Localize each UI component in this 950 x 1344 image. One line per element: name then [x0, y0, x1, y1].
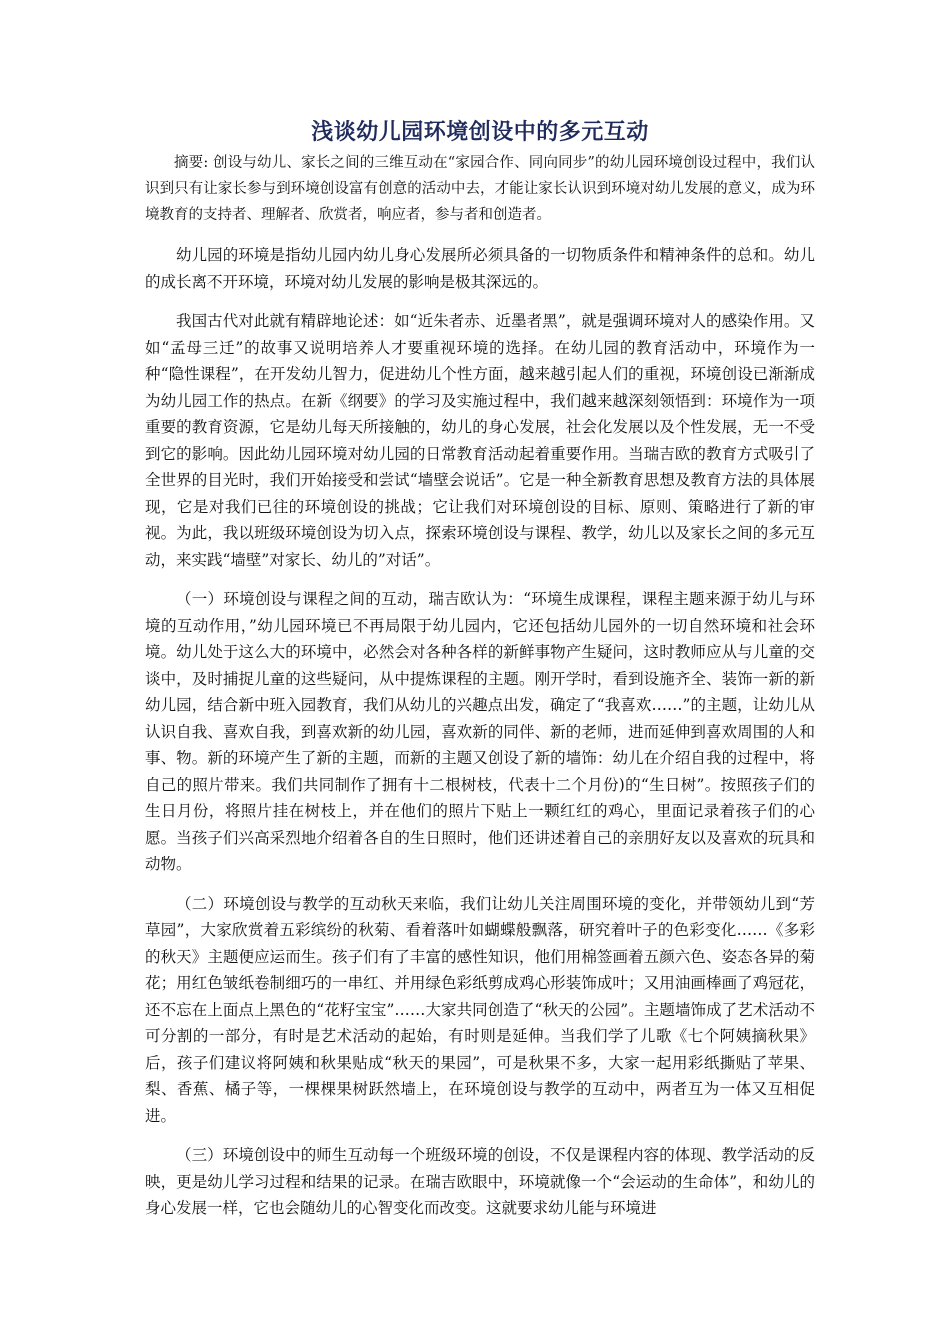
- body-paragraph-3: （一）环境创设与课程之间的互动，瑞吉欧认为：“环境生成课程，课程主题来源于幼儿与环境的互动作用，”幼儿园环境已不再局限于幼儿园内，它还包括幼儿园外的一切自然环境和社会环境。幼儿处于这么大的环境中，必然会对各种各样的新鲜事物产生疑问，这时教师应从与儿童的交谈中，及时捕捉儿童的这些疑问，从中提炼课程的主题。刚开学时，看到设施齐全、装饰一新的新幼儿园，结合新中班入园教育，我们从幼儿的兴趣点出发，确定了“我喜欢……”的主题，让幼儿从认识自我、喜欢自我，到喜欢新的幼儿园，喜欢新的同伴、新的老师，进而延伸到喜欢周围的人和事、物。新的环境产生了新的主题，而新的主题又创设了新的墙饰：幼儿在介绍自我的过程中，将自己的照片带来。我们共同制作了拥有十二根树枝，代表十二个月份)的“生日树”。按照孩子们的生日月份，将照片挂在树枝上，并在他们的照片下贴上一颗红红的鸡心，里面记录着孩子们的心愿。当孩子们兴高采烈地介绍着各自的生日照时，他们还讲述着自己的亲朋好友以及喜欢的玩具和动物。: [145, 590, 815, 873]
- document-title: 浅谈幼儿园环境创设中的多元互动: [311, 120, 649, 145]
- abstract-paragraph: 摘要: 创设与幼儿、家长之间的三维互动在“家园合作、同向同步”的幼儿园环境创设过程中，我们认识到只有让家长参与到环境创设富有创意的活动中去，才能让家长认识到环境对幼儿发展的意义，成为环境教育的支持者、理解者、欣赏者，响应者，参与者和创造者。: [145, 155, 815, 223]
- body-paragraph-2: 我国古代对此就有精辟地论述：如“近朱者赤、近墨者黑”，就是强调环境对人的感染作用。又如“孟母三迁”的故事又说明培养人才要重视环境的选择。在幼儿园的教育活动中，环境作为一种“隐性课程”，在开发幼儿智力，促进幼儿个性方面，越来越引起人们的重视，环境创设已渐渐成为幼儿园工作的热点。在新《纲要》的学习及实施过程中，我们越来越深刻领悟到：环境作为一项重要的教育资源，它是幼儿每天所接触的，幼儿的身心发展，社会化发展以及个性发展，无一不受到它的影响。因此幼儿园环境对幼儿园的日常教育活动起着重要作用。当瑞吉欧的教育方式吸引了全世界的目光时，我们开始接受和尝试“墙壁会说话”。它是一种全新教育思想及教育方法的具体展现，它是对我们已往的环境创设的挑战；它让我们对环境创设的目标、原则、策略进行了新的审视。为此，我以班级环境创设为切入点，探索环境创设与课程、教学，幼儿以及家长之间的多元互动，来实践“墙壁”对家长、幼儿的”对话”。: [145, 312, 815, 569]
- body-paragraph-1: 幼儿园的环境是指幼儿园内幼儿身心发展所必须具备的一切物质条件和精神条件的总和。幼儿的成长离不开环境，环境对幼儿发展的影响是极其深远的。: [145, 246, 815, 291]
- body-paragraph-5: （三）环境创设中的师生互动每一个班级环境的创设，不仅是课程内容的体现、教学活动的反映，更是幼儿学习过程和结果的记录。在瑞吉欧眼中，环境就像一个“会运动的生命体”，和幼儿的身心发展一样，它也会随幼儿的心智变化而改变。这就要求幼儿能与环境进: [145, 1146, 815, 1217]
- body-paragraph-4: （二）环境创设与教学的互动秋天来临，我们让幼儿关注周围环境的变化，并带领幼儿到“芳草园”，大家欣赏着五彩缤纷的秋菊、看着落叶如蝴蝶般飘落，研究着叶子的色彩变化……《多彩的秋天》主题便应运而生。孩子们有了丰富的感性知识，他们用棉签画着五颜六色、姿态各异的菊花；用红色皱纸卷制细巧的一串红、并用绿色彩纸剪成鸡心形装饰成叶；又用油画棒画了鸡冠花，还不忘在上面点上黑色的“花籽宝宝”……大家共同创造了“秋天的公园”。主题墙饰成了艺术活动不可分割的一部分，有时是艺术活动的起始，有时则是延伸。当我们学了儿歌《七个阿姨摘秋果》后，孩子们建议将阿姨和秋果贴成“秋天的果园”，可是秋果不多，大家一起用彩纸撕贴了苹果、梨、香蕉、橘子等，一棵棵果树跃然墙上，在环境创设与教学的互动中，两者互为一体又互相促进。: [145, 894, 815, 1125]
- document-page: [145, 118, 815, 1235]
